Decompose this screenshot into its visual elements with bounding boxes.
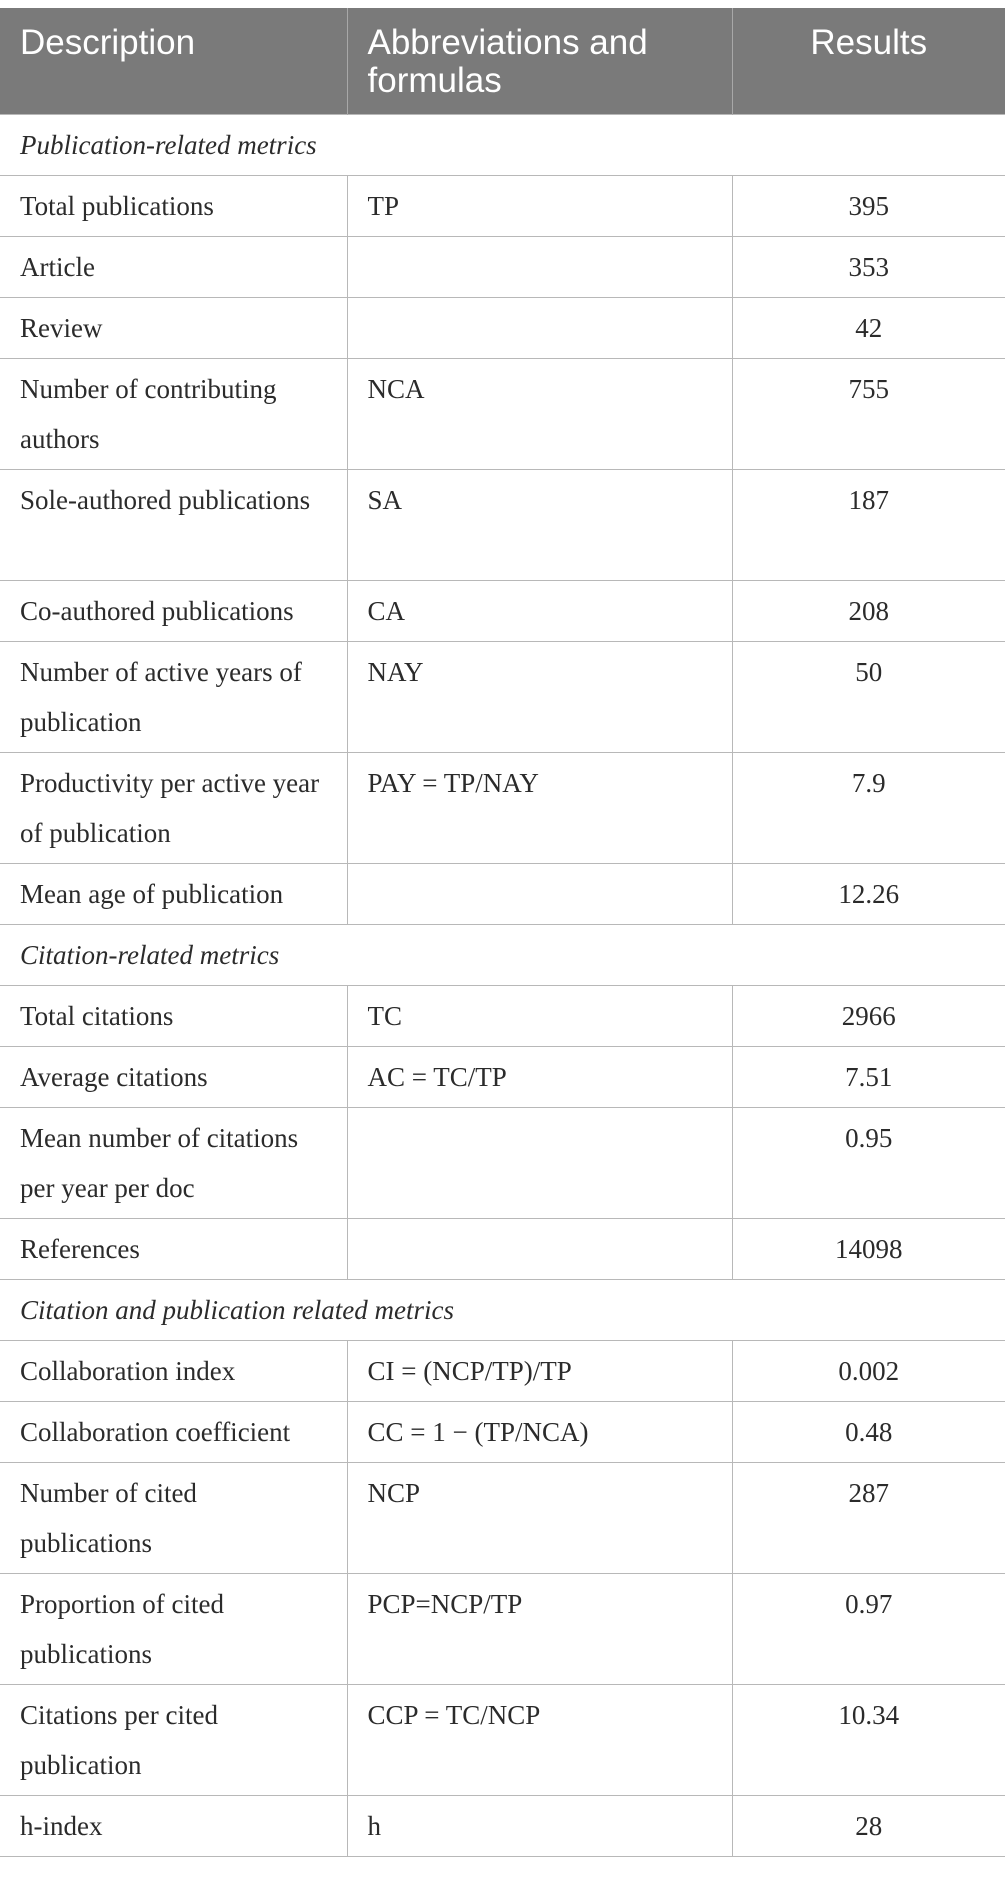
table-row (0, 581, 1005, 642)
table-row (0, 298, 1005, 359)
row-abbreviation: CI = (NCP/TP)/TP (347, 1341, 732, 1402)
row-description: Number of contributing authors (0, 359, 347, 470)
row-abbreviation: CA (347, 581, 732, 642)
row-description: Mean number of citations per year per doc (0, 1108, 347, 1219)
row-abbreviation (347, 237, 732, 298)
row-abbreviation: TC (347, 986, 732, 1047)
row-result: 50 (732, 642, 1005, 753)
row-description: Review (0, 298, 347, 359)
row-description: Sole-authored publications (0, 470, 347, 581)
table-row (0, 986, 1005, 1047)
table-row (0, 1685, 1005, 1796)
row-description: Collaboration coefficient (0, 1402, 347, 1463)
table-row (0, 1047, 1005, 1108)
row-result: 2966 (732, 986, 1005, 1047)
row-description: Citations per cited publication (0, 1685, 347, 1796)
row-result: 287 (732, 1463, 1005, 1574)
row-result: 395 (732, 176, 1005, 237)
row-description: Mean age of publication (0, 864, 347, 925)
section-row-publication (0, 115, 1005, 176)
section-row-citation (0, 925, 1005, 986)
row-description: Number of cited publications (0, 1463, 347, 1574)
row-description: Co-authored publications (0, 581, 347, 642)
row-result: 12.26 (732, 864, 1005, 925)
row-abbreviation (347, 864, 732, 925)
section-label: Citation and publication related metrics (0, 1280, 1005, 1341)
row-result: 28 (732, 1796, 1005, 1857)
row-result: 0.95 (732, 1108, 1005, 1219)
row-result: 755 (732, 359, 1005, 470)
table-row (0, 1796, 1005, 1857)
section-label: Citation-related metrics (0, 925, 1005, 986)
row-description: Collaboration index (0, 1341, 347, 1402)
row-result: 0.97 (732, 1574, 1005, 1685)
row-result: 10.34 (732, 1685, 1005, 1796)
section-label: Publication-related metrics (0, 115, 1005, 176)
row-abbreviation: h (347, 1796, 732, 1857)
table-row (0, 1108, 1005, 1219)
table-row (0, 470, 1005, 581)
row-description: Proportion of cited publications (0, 1574, 347, 1685)
row-result: 14098 (732, 1219, 1005, 1280)
row-abbreviation: NCA (347, 359, 732, 470)
row-description: Total citations (0, 986, 347, 1047)
row-abbreviation (347, 298, 732, 359)
row-abbreviation: CC = 1 − (TP/NCA) (347, 1402, 732, 1463)
row-description: References (0, 1219, 347, 1280)
row-abbreviation: NCP (347, 1463, 732, 1574)
row-abbreviation: SA (347, 470, 732, 581)
row-result: 353 (732, 237, 1005, 298)
row-result: 187 (732, 470, 1005, 581)
table-row (0, 1341, 1005, 1402)
row-result: 7.9 (732, 753, 1005, 864)
row-result: 208 (732, 581, 1005, 642)
row-result: 7.51 (732, 1047, 1005, 1108)
row-description: Total publications (0, 176, 347, 237)
table-row (0, 753, 1005, 864)
row-abbreviation: NAY (347, 642, 732, 753)
row-description: Article (0, 237, 347, 298)
table-row (0, 1574, 1005, 1685)
row-description: Number of active years of publication (0, 642, 347, 753)
row-abbreviation: TP (347, 176, 732, 237)
table-row (0, 237, 1005, 298)
row-abbreviation: CCP = TC/NCP (347, 1685, 732, 1796)
row-result: 0.002 (732, 1341, 1005, 1402)
row-abbreviation: PCP=NCP/TP (347, 1574, 732, 1685)
row-abbreviation: AC = TC/TP (347, 1047, 732, 1108)
table-header-row (0, 8, 1005, 115)
row-description: Average citations (0, 1047, 347, 1108)
table-row (0, 864, 1005, 925)
table-row (0, 1402, 1005, 1463)
row-result: 42 (732, 298, 1005, 359)
header-abbreviations: Abbreviations and formulas (347, 8, 732, 115)
row-abbreviation: PAY = TP/NAY (347, 753, 732, 864)
section-row-combined (0, 1280, 1005, 1341)
table-row (0, 359, 1005, 470)
table-row (0, 642, 1005, 753)
row-description: Productivity per active year of publication (0, 753, 347, 864)
row-abbreviation (347, 1108, 732, 1219)
row-description: h-index (0, 1796, 347, 1857)
header-description: Description (0, 8, 347, 115)
row-abbreviation (347, 1219, 732, 1280)
table-row (0, 1463, 1005, 1574)
row-result: 0.48 (732, 1402, 1005, 1463)
metrics-table (0, 8, 1005, 1857)
table-row (0, 176, 1005, 237)
header-results: Results (732, 8, 1005, 115)
table-row (0, 1219, 1005, 1280)
